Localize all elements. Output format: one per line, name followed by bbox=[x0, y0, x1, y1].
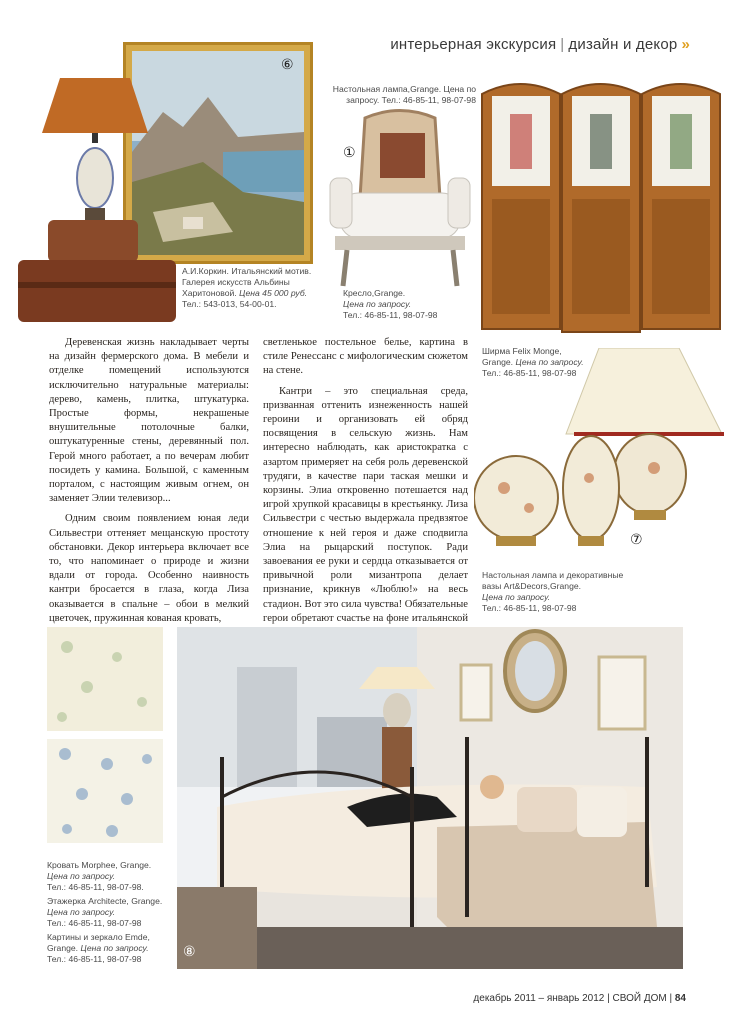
bedroom-photo bbox=[177, 627, 683, 969]
badge-8: ⑧ bbox=[183, 943, 196, 959]
screen-caption: Ширма Felix Monge, Grange. Цена по запросу. Тел.: 46-85-11, 98-07-98 bbox=[482, 346, 584, 378]
vases-caption: Настольная лампа и декоративные вазы Art&Decors,Grange. Цена по запросу. Тел.: 46-85-11, 98-07-98 bbox=[482, 570, 624, 613]
article-paragraph: светленькое постельное белье, картина в стиле Ренессанс с мифологическим сюжетом на стене. bbox=[263, 337, 468, 377]
subsection-title: дизайн и декор bbox=[568, 36, 678, 53]
issue-date: декабрь 2011 – январь 2012 bbox=[473, 993, 605, 1004]
armchair-caption: Кресло,Grange. Цена по запросу. Тел.: 46-85-11, 98-07-98 bbox=[343, 288, 438, 320]
painting-caption: А.И.Коркин. Итальянский мотив. Галерея искусcтв Альбины Харитоновой. Цена 45 000 руб. Тел.: 543-013, 54-00-01. bbox=[182, 266, 312, 309]
page-number: 84 bbox=[674, 993, 686, 1004]
bottom-left-captions: Кровать Morphee, Grange. Цена по запросу. Тел.: 46-85-11, 98-07-98. Этажерка Architecte, Grange. Цена по запросу. Тел.: 46-85-11, 98-07-98 Картины и зеркало Emde, Grange. Цена по запросу. Тел.: 46-85-11, 98-07-98 bbox=[47, 860, 163, 964]
article-paragraph: Кантри – это специальная среда, призванная оттенить изнеженность нашей героини и организовать ей обряд посвящения в сельскую жизнь. Нам интересно наблюдать, как аристократка с азартом примеряет на себя роль деревенской трудяги, в качестве пари таская мешки и корзины. Элиа откровенно потешается над игрой хрупкой красавицы в крестьянку. Лиза Сильвестри с честью выдержала предвзятое отношение к ней героя и даже сподвигла Элиа на рыцарский поступок. Ради завоевания ее руки и сердца отказывается от привычной роли мизантропа делает признание, крикнув «Люблю!» на весь стадион. Вот это сила чувства! Обязательные герои обретают счастье на фоне итальянской bbox=[263, 385, 468, 624]
article-paragraph: Одним своим появлением юная леди Сильвестри оттеняет мещанскую простоту обстановки. Декор интерьера включает все то, что напоминает о природе и жизни вдали от города. Особенно наивность кантри бросается в глаза, когда Лиза оказывается в спальне – обои в мелкий цветочек, пружинная кованая кровать, bbox=[49, 513, 249, 624]
armchair-photo bbox=[325, 108, 475, 288]
badge-1: ① bbox=[343, 144, 356, 160]
badge-6: ⑥ bbox=[281, 56, 294, 72]
article-paragraph: Деревенская жизнь накладывает черты на дизайн фермерского дома. В мебели и отделке помещений используются исключительно натуральные материалы: дерево, камень, плитка, штукатурка. Простые формы, некрашеные внушительные потолочные балки, оштукатуренные стены, деревянный пол. Герой много работает, а по вечерам любит посидеть у камина. Большой, с каменным порталом, с настоящим живым огнем, он заменяет Элии телевизор... bbox=[49, 337, 249, 505]
page-footer: декабрь 2011 – январь 2012 | СВОЙ ДОМ | 84 bbox=[473, 993, 686, 1004]
article-column-2 bbox=[263, 336, 468, 646]
double-chevron-icon: » bbox=[681, 36, 690, 53]
lamp-caption: Настольная лампа,Grange. Цена по запросу. Тел.: 46-85-11, 98-07-98 bbox=[332, 84, 476, 105]
badge-7: ⑦ bbox=[630, 531, 643, 547]
folding-screen-photo bbox=[480, 74, 722, 336]
vases-lamp-photo bbox=[474, 348, 724, 558]
wallpaper-swatch-1 bbox=[47, 627, 163, 731]
suitcases-photo bbox=[18, 220, 178, 325]
magazine-name: СВОЙ ДОМ bbox=[612, 993, 667, 1004]
wallpaper-swatch-2 bbox=[47, 739, 163, 843]
article-column-1 bbox=[49, 336, 249, 632]
section-title: интерьерная экскурсия bbox=[390, 36, 557, 53]
section-header: интерьерная экскурсия | дизайн и декор » bbox=[390, 36, 690, 53]
